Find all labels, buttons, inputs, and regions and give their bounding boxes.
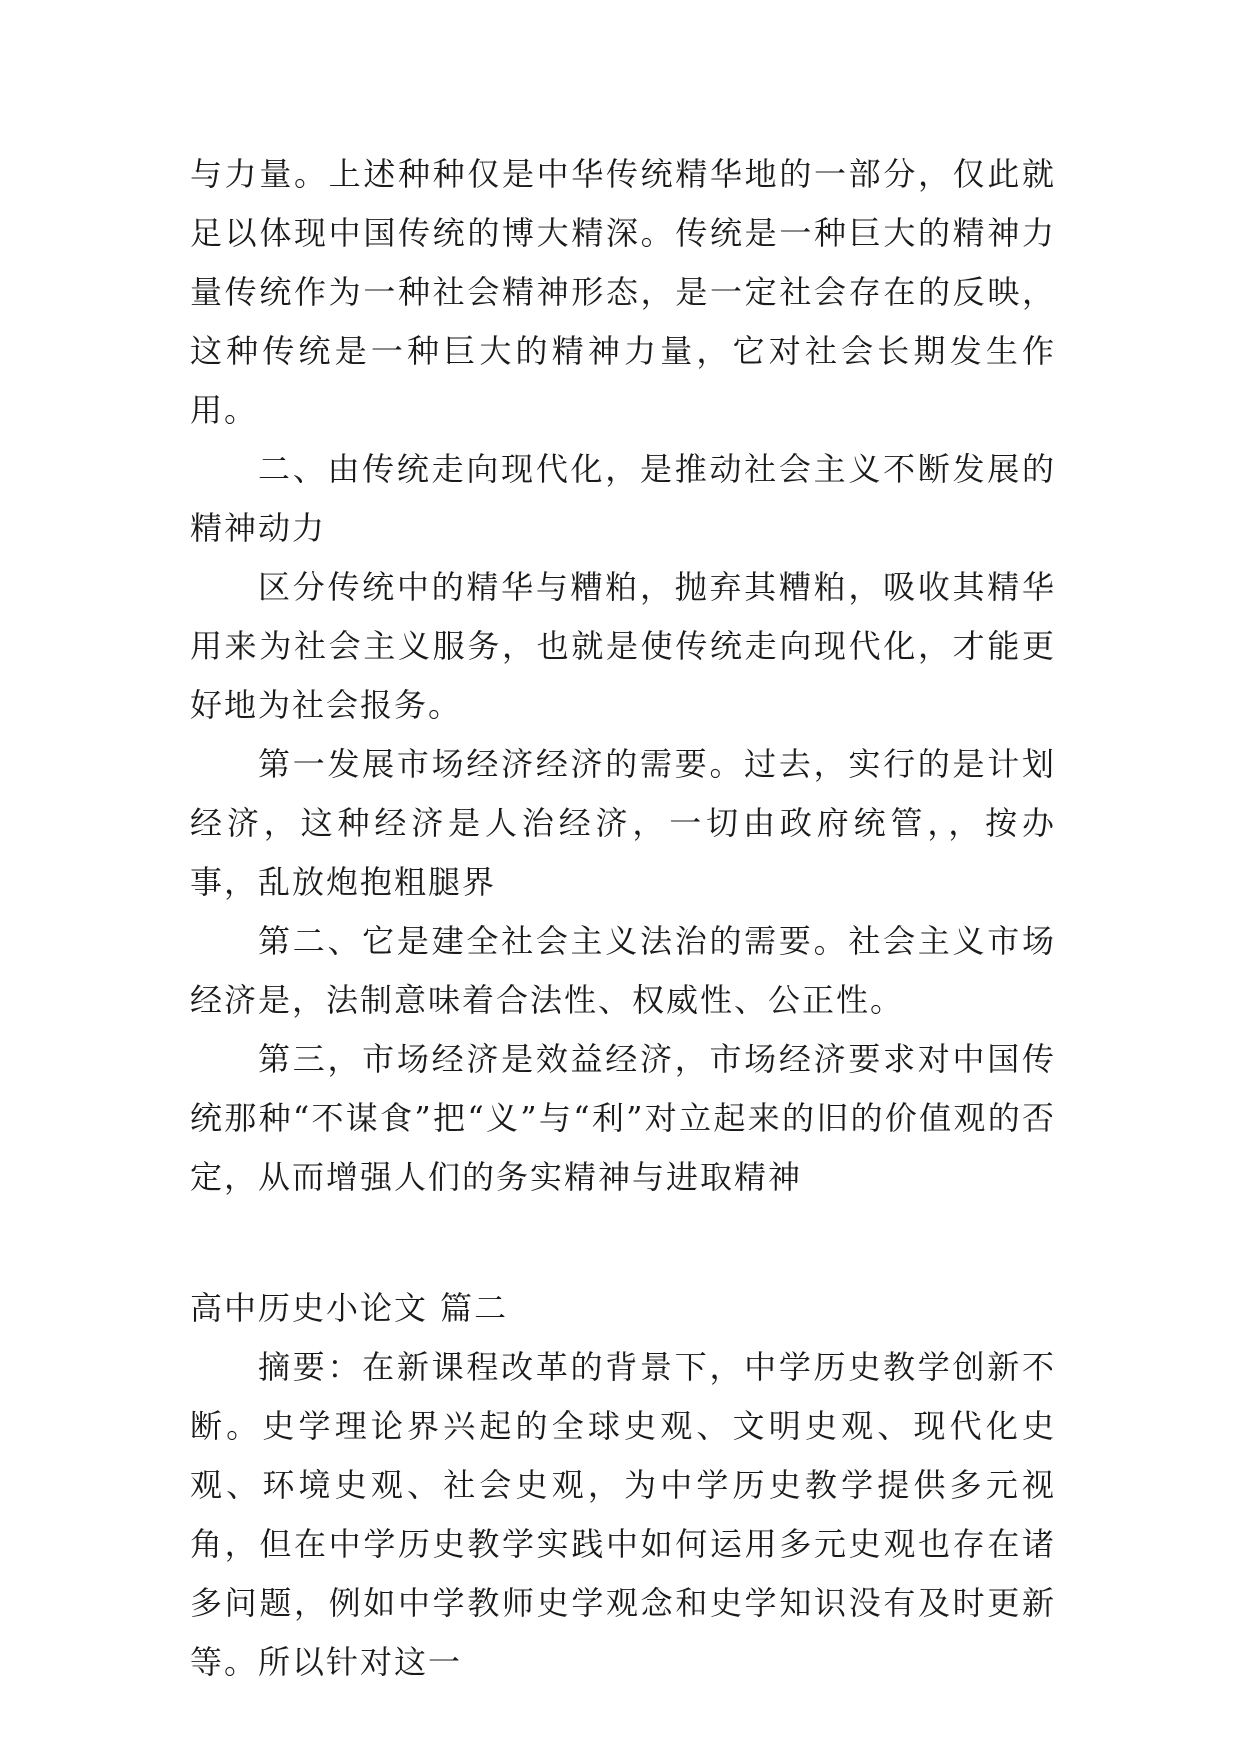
- paragraph-distinguish-tradition: 区分传统中的精华与糟粕，抛弃其糟粕，吸收其精华用来为社会主义服务，也就是使传统走向现代化，才能更好地为社会报务。: [190, 568, 1056, 724]
- paragraph-second-point: 第二、它是建全社会主义法治的需要。社会主义市场经济是，法制意味着合法性、权威性、公正性。: [190, 922, 1056, 1019]
- paragraph-third-point: 第三，市场经济是效益经济，市场经济要求对中国传统那种“不谋食”把“义”与“利”对立起来的旧的价值观的否定，从而增强人们的务实精神与进取精神: [190, 1040, 1056, 1196]
- paragraph-continuation: 与力量。上述种种仅是中华传统精华地的一部分，仅此就足以体现中国传统的博大精深。传统是一种巨大的精神力量传统作为一种社会精神形态，是一定社会存在的反映，这种传统是一种巨大的精神力量，它对社会长期发生作用。: [190, 155, 1056, 429]
- document-page: [190, 145, 1056, 1692]
- essay-heading: 高中历史小论文 篇二: [190, 1289, 509, 1327]
- paragraph-section-two-title: 二、由传统走向现代化，是推动社会主义不断发展的精神动力: [190, 450, 1056, 547]
- paragraph-first-point: 第一发展市场经济经济的需要。过去，实行的是计划经济，这种经济是人治经济，一切由政府统管，，按办事，乱放炮抱粗腿界: [190, 745, 1056, 901]
- abstract-paragraph: 摘要：在新课程改革的背景下，中学历史教学创新不断。史学理论界兴起的全球史观、文明史观、现代化史观、环境史观、社会史观，为中学历史教学提供多元视角，但在中学历史教学实践中如何运用多元史观也存在诸多问题，例如中学教师史学观念和史学知识没有及时更新等。所以针对这一: [190, 1348, 1056, 1681]
